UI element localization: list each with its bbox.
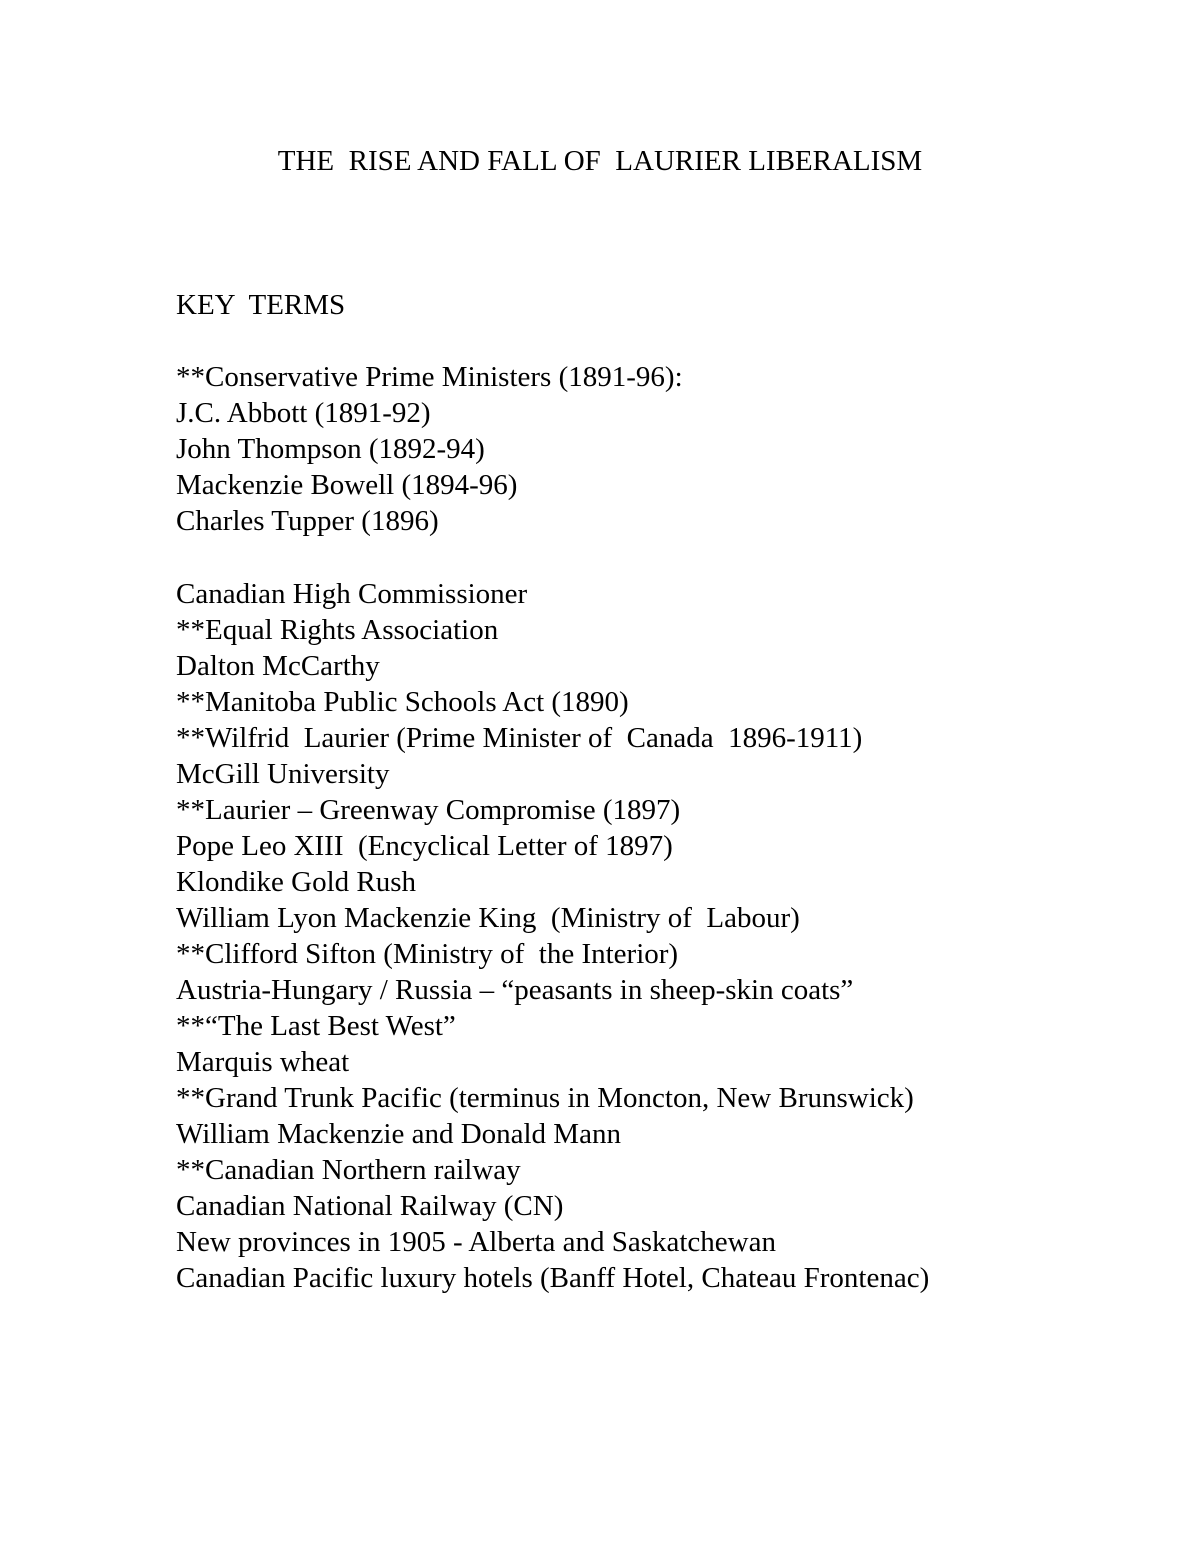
- list-item: John Thompson (1892-94): [176, 433, 485, 465]
- list-item: Dalton McCarthy: [176, 650, 380, 682]
- list-item: Marquis wheat: [176, 1046, 350, 1078]
- list-item: William Lyon Mackenzie King (Ministry of Labour): [176, 902, 800, 934]
- list-item: Klondike Gold Rush: [176, 866, 417, 898]
- list-item: **Manitoba Public Schools Act (1890): [176, 686, 629, 718]
- list-item: New provinces in 1905 - Alberta and Saskatchewan: [176, 1226, 776, 1258]
- prime-ministers-list: [176, 359, 683, 539]
- list-item: McGill University: [176, 758, 390, 790]
- list-item: **Clifford Sifton (Ministry of the Interior): [176, 938, 679, 970]
- list-item: J.C. Abbott (1891-92): [176, 397, 431, 429]
- key-terms-heading: KEY TERMS: [176, 289, 346, 321]
- list-item: Mackenzie Bowell (1894-96): [176, 469, 518, 501]
- list-item: Pope Leo XIII (Encyclical Letter of 1897): [176, 830, 673, 862]
- list-item: Canadian Pacific luxury hotels (Banff Hotel, Chateau Frontenac): [176, 1262, 930, 1294]
- list-item: **Conservative Prime Ministers (1891-96):: [176, 361, 683, 393]
- list-item: **“The Last Best West”: [176, 1010, 456, 1042]
- list-item: **Laurier – Greenway Compromise (1897): [176, 794, 681, 826]
- document-title: THE RISE AND FALL OF LAURIER LIBERALISM: [277, 145, 923, 177]
- list-item: Charles Tupper (1896): [176, 505, 439, 537]
- list-item: Austria-Hungary / Russia – “peasants in sheep-skin coats”: [176, 974, 854, 1006]
- list-item: **Wilfrid Laurier (Prime Minister of Canada 1896-1911): [176, 722, 863, 754]
- list-item: Canadian National Railway (CN): [176, 1190, 564, 1222]
- list-item: **Canadian Northern railway: [176, 1154, 521, 1186]
- key-terms-list: [176, 576, 929, 1296]
- list-item: **Grand Trunk Pacific (terminus in Moncton, New Brunswick): [176, 1082, 914, 1114]
- list-item: Canadian High Commissioner: [176, 578, 528, 610]
- list-item: William Mackenzie and Donald Mann: [176, 1118, 621, 1150]
- list-item: **Equal Rights Association: [176, 614, 499, 646]
